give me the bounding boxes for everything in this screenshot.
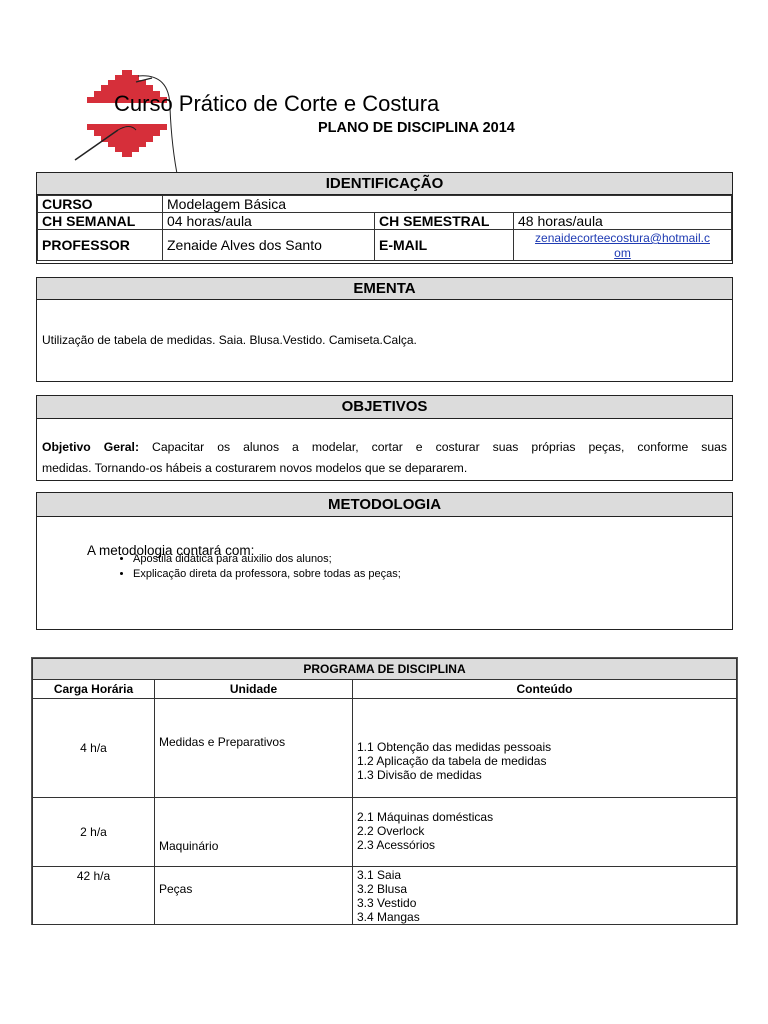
ementa-text: Utilização de tabela de medidas. Saia. Blusa.Vestido. Camiseta.Calça. <box>42 333 417 347</box>
objectives-heading: OBJETIVOS <box>37 396 732 419</box>
carga-cell: 4 h/a <box>33 699 155 798</box>
conteudo-item: 3.2 Blusa <box>357 882 408 896</box>
email-link[interactable]: zenaidecorteecostura@hotmail.c om <box>535 231 710 260</box>
conteudo-item: 1.2 Aplicação da tabela de medidas <box>357 754 547 768</box>
conteudo-cell <box>353 867 737 925</box>
ch-semanal-value: 04 horas/aula <box>163 213 375 230</box>
email-label: E-MAIL <box>375 230 514 261</box>
objective-line-1: Capacitar os alunos a modelar, cortar e costurar suas próprias peças, conforme suas <box>139 440 727 454</box>
course-title: Curso Prático de Corte e Costura <box>114 91 440 116</box>
conteudo-item: 2.1 Máquinas domésticas <box>357 810 494 824</box>
list-item: • Explicação direta da professora, sobre todas as peças; <box>133 567 401 582</box>
methodology-heading: METODOLOGIA <box>37 493 732 517</box>
methodology-section <box>36 492 733 630</box>
table-row <box>33 798 737 867</box>
curso-value: Modelagem Básica <box>163 196 732 213</box>
conteudo-cell <box>353 798 737 867</box>
conteudo-item: 1.1 Obtenção das medidas pessoais <box>357 740 552 754</box>
curso-label: CURSO <box>38 196 163 213</box>
identification-table <box>37 195 732 261</box>
objectives-section <box>36 395 733 481</box>
carga-cell: 2 h/a <box>33 798 155 867</box>
column-header-unidade: Unidade <box>155 680 353 699</box>
unidade-cell: Peças <box>155 867 353 925</box>
unidade-cell: Maquinário <box>155 798 353 867</box>
conteudo-item: 3.1 Saia <box>357 868 402 882</box>
objective-label: Objetivo Geral: <box>42 440 140 454</box>
column-header-carga: Carga Horária <box>33 680 155 699</box>
conteudo-item: 3.4 Mangas <box>357 910 420 924</box>
ementa-section <box>36 277 733 382</box>
email-cell <box>514 230 732 261</box>
program-table <box>32 658 737 925</box>
identification-heading: IDENTIFICAÇÃO <box>37 173 732 195</box>
conteudo-item: 2.2 Overlock <box>357 824 425 838</box>
program-heading: PROGRAMA DE DISCIPLINA <box>33 659 737 680</box>
ch-semanal-label: CH SEMANAL <box>38 213 163 230</box>
conteudo-item: 3.3 Vestido <box>357 896 417 910</box>
list-item: • Apostila didática para auxilio dos alunos; <box>133 552 401 567</box>
methodology-list <box>107 552 401 582</box>
program-section <box>31 657 738 925</box>
conteudo-item: 1.3 Divisão de medidas <box>357 768 482 782</box>
carga-cell: 42 h/a <box>33 867 155 925</box>
ch-semestral-value: 48 horas/aula <box>514 213 732 230</box>
professor-label: PROFESSOR <box>38 230 163 261</box>
plan-subtitle: PLANO DE DISCIPLINA 2014 <box>318 120 515 136</box>
identification-section <box>36 172 733 264</box>
professor-value: Zenaide Alves dos Santo <box>163 230 375 261</box>
ementa-heading: EMENTA <box>37 278 732 300</box>
unidade-cell: Medidas e Preparativos <box>155 699 353 798</box>
conteudo-cell <box>353 699 737 798</box>
table-row <box>33 699 737 798</box>
objectives-text <box>42 437 727 479</box>
ch-semestral-label: CH SEMESTRAL <box>375 213 514 230</box>
table-row <box>33 867 737 925</box>
objective-line-2: medidas. Tornando-os hábeis a costurarem novos modelos que se depararem. <box>42 461 468 475</box>
conteudo-item: 2.3 Acessórios <box>357 838 436 852</box>
column-header-conteudo: Conteúdo <box>353 680 737 699</box>
methodology-intro: A metodologia contará com: <box>87 543 255 558</box>
